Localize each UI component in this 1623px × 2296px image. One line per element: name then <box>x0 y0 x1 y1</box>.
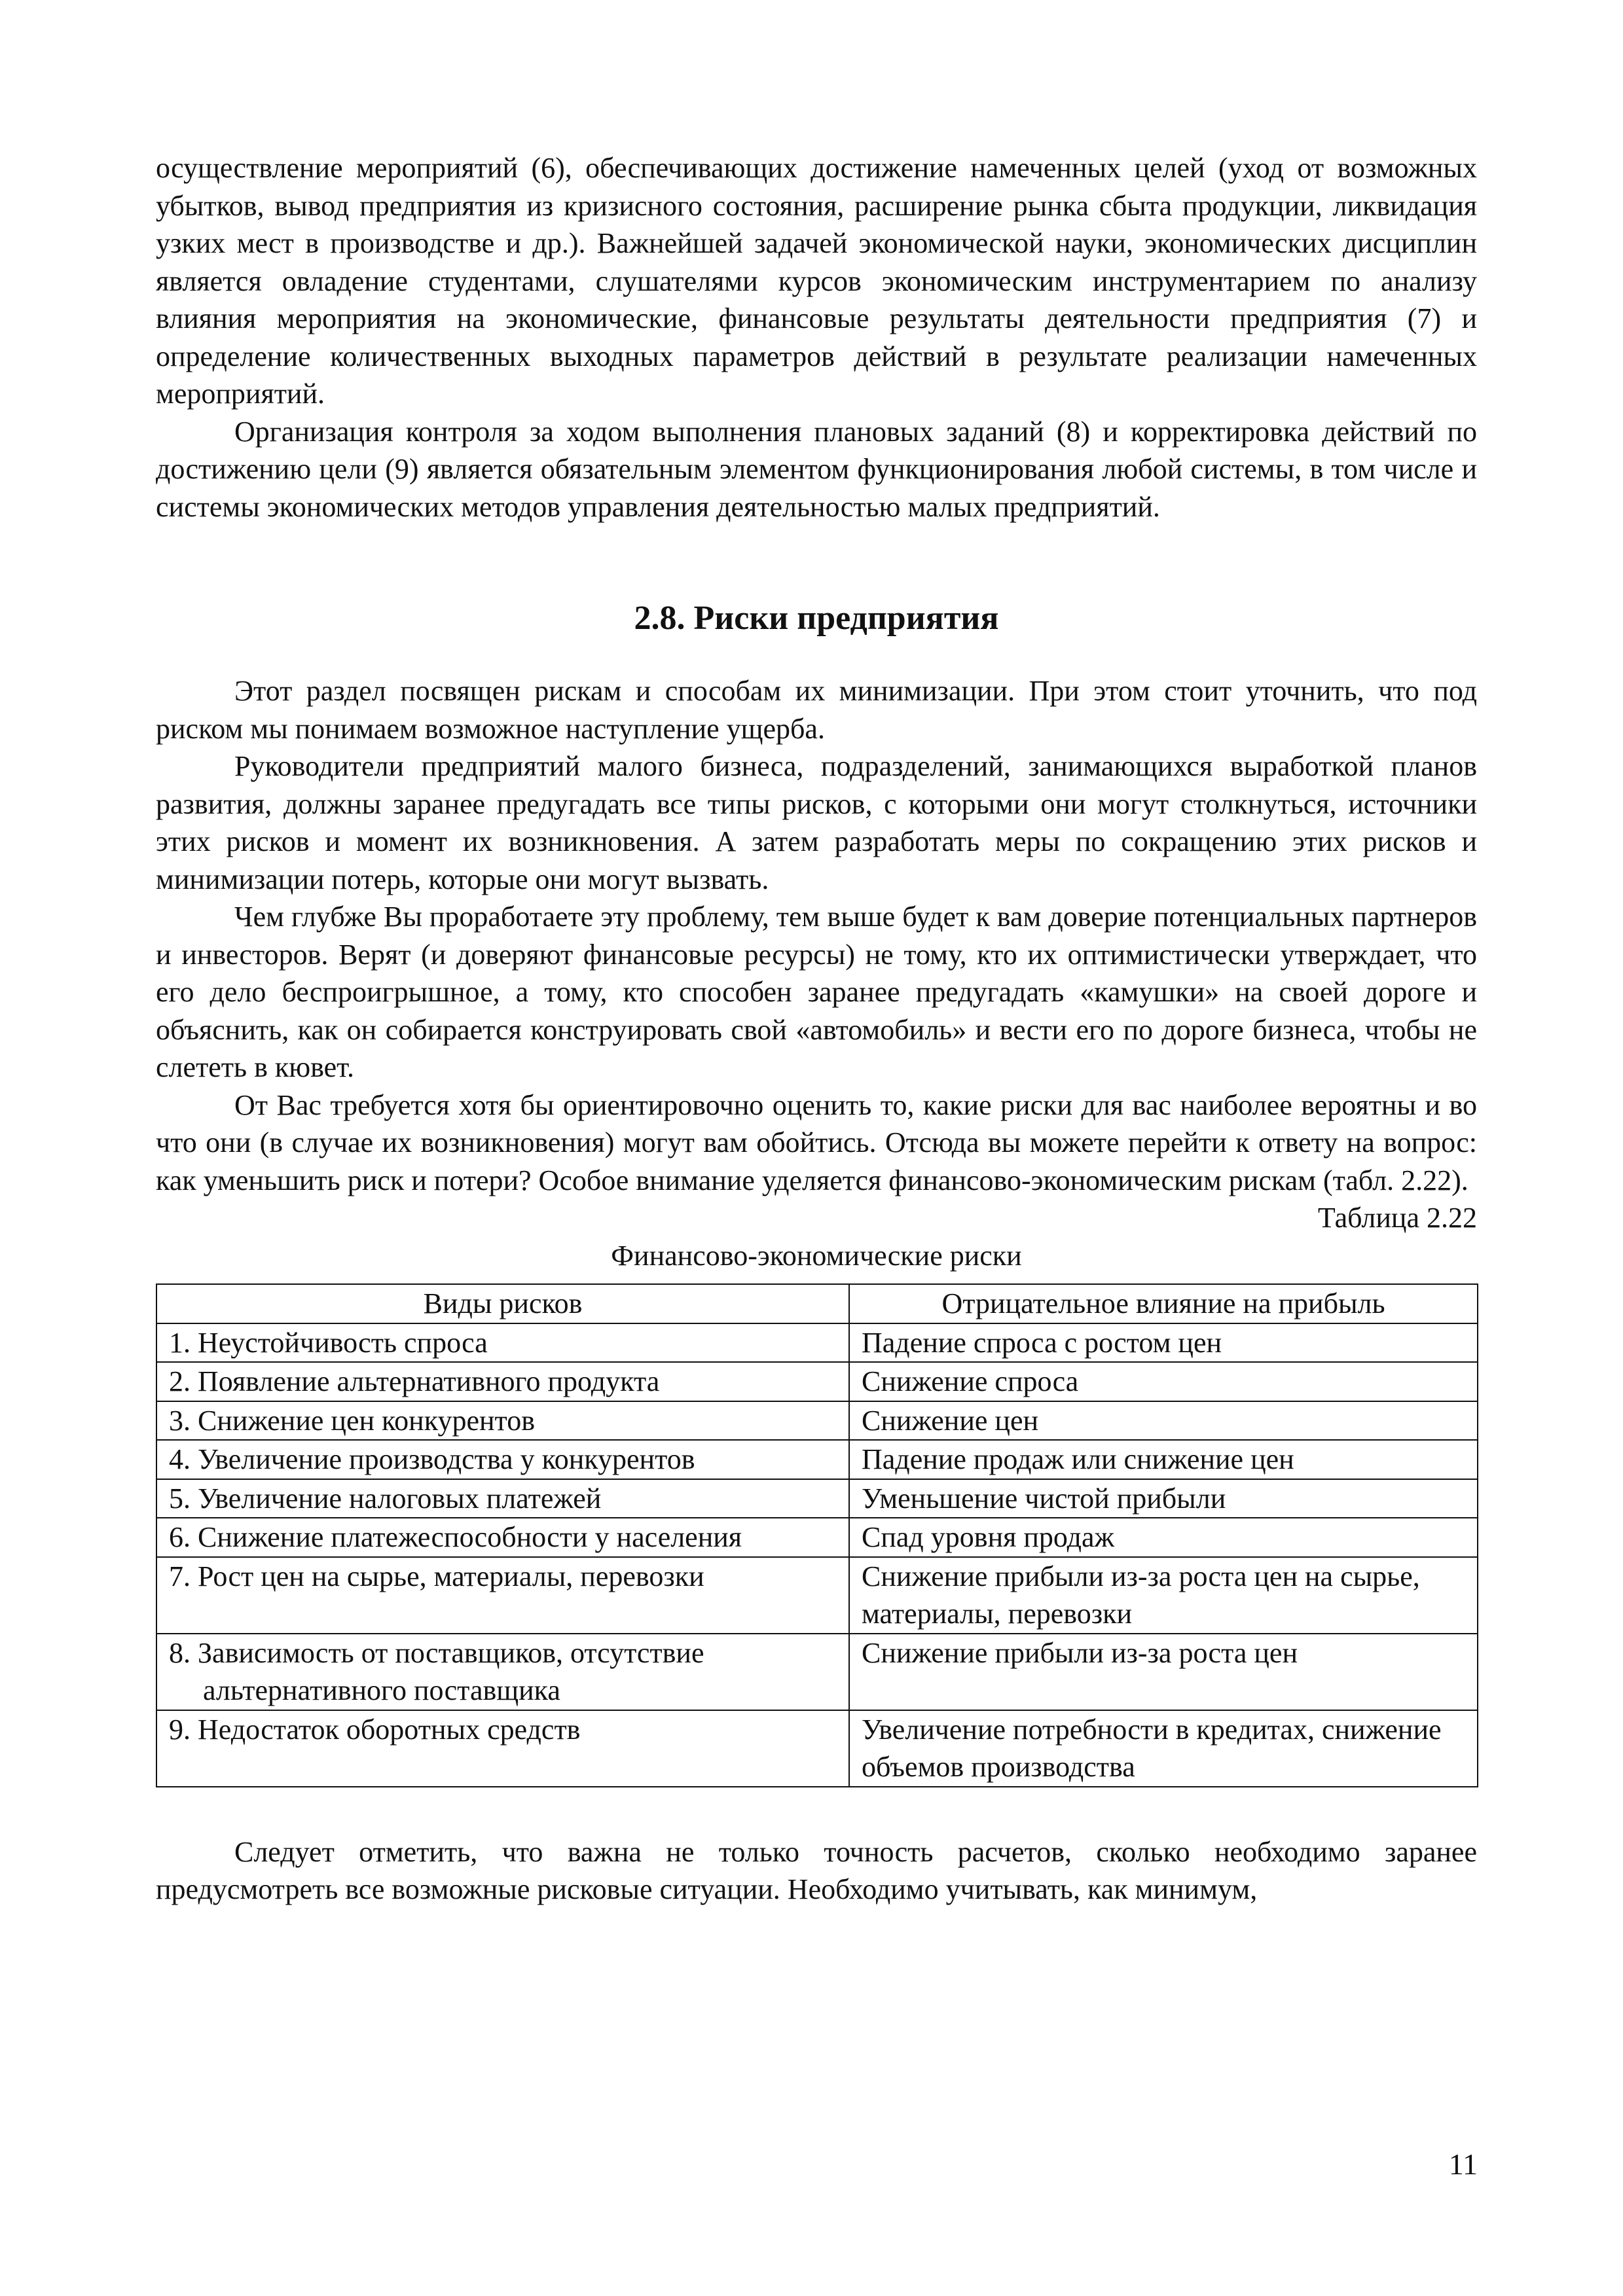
risk-type-cell: 8. Зависимость от поставщиков, отсутствие альтернативного поставщика <box>169 1636 704 1706</box>
table-row <box>156 1518 1478 1557</box>
impact-cell: Спад уровня продаж <box>862 1521 1114 1553</box>
table-row <box>156 1479 1478 1518</box>
section-heading: 2.8. Риски предприятия <box>634 600 999 637</box>
risk-type-cell: 6. Снижение платежеспособности у населения <box>169 1521 742 1553</box>
risk-type-cell: 3. Снижение цен конкурентов <box>169 1404 535 1437</box>
impact-cell: Снижение прибыли из-за роста цен <box>862 1636 1298 1669</box>
impact-cell: Увеличение потребности в кредитах, снижение объемов производства <box>862 1713 1442 1783</box>
impact-cell: Снижение спроса <box>862 1365 1079 1397</box>
impact-cell: Уменьшение чистой прибыли <box>862 1482 1226 1515</box>
table-row <box>156 1362 1478 1401</box>
table-row <box>156 1634 1478 1710</box>
paragraph-risk-assessment: От Вас требуется хотя бы ориентировочно оценить то, какие риски для вас наиболее вероятны и во что они (в случае их возникновения) могут вам обойтись. Отсюда вы можете перейти к ответу на вопрос: как уменьшить риск и потери? Особое внимание уделяется финансово-экономическим рискам (табл. 2.22). <box>156 1088 1477 1196</box>
risks-table <box>156 1283 1478 1787</box>
table-row <box>156 1710 1478 1787</box>
impact-cell: Падение продаж или снижение цен <box>862 1443 1294 1475</box>
table-row <box>156 1323 1478 1363</box>
paragraph-risk-definition: Этот раздел посвящен рискам и способам их минимизации. При этом стоит уточнить, что под риском мы понимаем возможное наступление ущерба. <box>156 675 1477 745</box>
table-title: Финансово-экономические риски <box>611 1239 1022 1272</box>
table-header-row <box>156 1284 1478 1323</box>
impact-cell: Снижение прибыли из-за роста цен на сырье, материалы, перевозки <box>862 1560 1420 1630</box>
risk-type-cell: 4. Увеличение производства у конкурентов <box>169 1443 695 1475</box>
table-header-risk-types: Виды рисков <box>156 1284 849 1323</box>
page-number: 11 <box>1448 2147 1478 2181</box>
risk-type-cell: 5. Увеличение налоговых платежей <box>169 1482 602 1515</box>
impact-cell: Падение спроса с ростом цен <box>862 1326 1222 1359</box>
table-row <box>156 1401 1478 1441</box>
paragraph-intro-continuation: осуществление мероприятий (6), обеспечивающих достижение намеченных целей (уход от возможных убытков, вывод предприятия из кризисного состояния, расширение рынка сбыта продукции, ликвидация узких мест в производстве и др.). Важнейшей задачей экономической науки, экономических дисциплин является овладение студентами, слушателями курсов экономическим инструментарием по анализу влияния мероприятия на экономические, финансовые результаты деятельности предприятия (7) и определение количественных выходных параметров действий в результате реализации намеченных мероприятий. <box>156 152 1477 410</box>
impact-cell: Снижение цен <box>862 1404 1039 1437</box>
risk-type-cell: 2. Появление альтернативного продукта <box>169 1365 660 1397</box>
table-row <box>156 1440 1478 1479</box>
risk-type-cell: 7. Рост цен на сырье, материалы, перевозки <box>169 1560 704 1592</box>
table-row <box>156 1557 1478 1634</box>
risk-type-cell: 1. Неустойчивость спроса <box>169 1326 488 1359</box>
paragraph-risk-situations: Следует отметить, что важна не только точность расчетов, сколько необходимо заранее предусмотреть все возможные рисковые ситуации. Необходимо учитывать, как минимум, <box>156 1835 1477 1905</box>
paragraph-risk-anticipation: Руководители предприятий малого бизнеса, подразделений, занимающихся выработкой планов развития, должны заранее предугадать все типы рисков, с которыми они могут столкнуться, источники этих рисков и момент их возникновения. А затем разработать меры по сокращению этих рисков и минимизации потерь, которые они могут вызвать. <box>156 750 1477 895</box>
risk-type-cell: 9. Недостаток оборотных средств <box>169 1713 581 1746</box>
table-header-negative-impact: Отрицательное влияние на прибыль <box>849 1284 1478 1323</box>
document-page <box>156 149 1477 1909</box>
paragraph-investor-trust: Чем глубже Вы проработаете эту проблему, тем выше будет к вам доверие потенциальных партнеров и инвесторов. Верят (и доверяют финансовые ресурсы) не тому, кто их оптимистически утверждает, что его дело беспроигрышное, а тому, кто способен заранее предугадать «камушки» на своей дороге и объяснить, как он собирается конструировать свой «автомобиль» и вести его по дороге бизнеса, чтобы не слететь в кювет. <box>156 901 1477 1083</box>
table-label: Таблица 2.22 <box>1317 1202 1477 1234</box>
paragraph-control-organization: Организация контроля за ходом выполнения плановых заданий (8) и корректировка действий по достижению цели (9) является обязательным элементом функционирования любой системы, в том числе и системы экономических методов управления деятельностью малых предприятий. <box>156 415 1477 523</box>
